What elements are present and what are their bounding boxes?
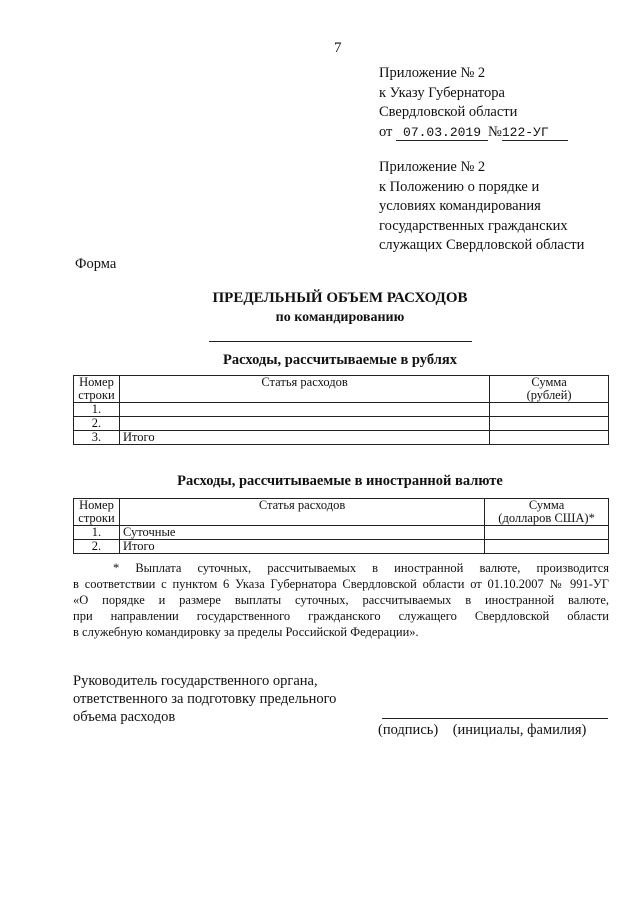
row-article: Суточные	[119, 526, 484, 540]
row-sum	[490, 431, 609, 445]
row-sum	[490, 403, 609, 417]
title-rule	[209, 341, 472, 342]
table-row	[74, 431, 609, 445]
signatory-line: объема расходов	[73, 709, 176, 725]
annex-regulation-line: Приложение № 2	[379, 159, 486, 175]
row-sum	[485, 526, 609, 540]
row-num: 1.	[74, 526, 120, 540]
caption-signature: (подпись)	[378, 722, 439, 738]
signatory-block	[73, 672, 336, 726]
annex-regulation-line: государственных гражданских	[379, 217, 568, 234]
row-sum	[490, 417, 609, 431]
header-article: Статья расходов	[119, 499, 484, 526]
date-prefix: от	[379, 123, 393, 140]
table-row	[74, 403, 609, 417]
table-row	[74, 540, 609, 554]
signature-caption	[378, 722, 586, 739]
header-sum-l2: (рублей)	[526, 388, 572, 402]
annex-decree-line: к Указу Губернатора	[379, 84, 505, 101]
annex-decree-line: Свердловской области	[379, 104, 518, 120]
footnote-line: * Выплата суточных, рассчитываемых в иностранной валюте, производится	[113, 561, 609, 575]
annex-regulation-block	[379, 158, 584, 256]
signatory-line: ответственного за подготовку предельного	[73, 691, 337, 707]
header-num-l2: строки	[78, 388, 115, 402]
row-sum	[485, 540, 609, 554]
footnote	[73, 560, 609, 640]
annex-regulation-line: условиях командирования	[379, 198, 541, 214]
decree-date: 07.03.2019	[396, 125, 488, 141]
signatory-line: Руководитель государственного органа,	[73, 673, 318, 689]
signature-line	[382, 718, 608, 719]
section-heading-currency: Расходы, рассчитываемые в иностранной валюте	[177, 473, 503, 489]
section-heading-rub: Расходы, рассчитываемые в рублях	[223, 352, 457, 368]
annex-decree-line: Приложение № 2	[379, 65, 486, 81]
header-sum-l1: Сумма	[528, 498, 565, 512]
rub-expense-table	[73, 375, 609, 445]
header-sum	[490, 376, 609, 403]
form-label: Форма	[75, 256, 117, 272]
row-num: 2.	[74, 540, 120, 554]
row-num: 2.	[74, 417, 120, 431]
annex-decree-block	[379, 64, 568, 142]
decree-number: 122-УГ	[502, 125, 568, 141]
table-row	[74, 526, 609, 540]
table-header-row	[74, 376, 609, 403]
row-article	[119, 417, 489, 431]
row-num: 1.	[74, 403, 120, 417]
document-subtitle: по командированию	[275, 310, 405, 325]
header-num-l2: строки	[78, 511, 115, 525]
annex-regulation-line: к Положению о порядке и	[379, 178, 540, 195]
row-num: 3.	[74, 431, 120, 445]
header-sum-l1: Сумма	[531, 375, 567, 389]
annex-decree-date-line	[379, 123, 568, 143]
row-article	[119, 403, 489, 417]
annex-regulation-line: служащих Свердловской области	[379, 237, 585, 253]
header-num	[74, 499, 120, 526]
page-number: 7	[334, 40, 342, 56]
document-title: ПРЕДЕЛЬНЫЙ ОБЪЕМ РАСХОДОВ	[212, 290, 468, 306]
caption-name: (инициалы, фамилия)	[452, 722, 587, 738]
table-row	[74, 417, 609, 431]
footnote-line: при направлении государственного гражданского служащего Свердловской области	[73, 609, 609, 623]
row-article: Итого	[119, 431, 489, 445]
header-sum	[485, 499, 609, 526]
header-num	[74, 376, 120, 403]
header-num-l1: Номер	[79, 498, 114, 512]
header-sum-l2: (долларов США)*	[498, 511, 595, 525]
footnote-line: в служебную командировку за пределы Российской Федерации».	[73, 625, 419, 639]
table-header-row	[74, 499, 609, 526]
row-article: Итого	[119, 540, 484, 554]
number-prefix: №	[488, 123, 502, 140]
footnote-line: в соответствии с пунктом 6 Указа Губернатора Свердловской области от 01.10.2007 № 991-УГ	[73, 577, 609, 591]
footnote-line: «О порядке и размере выплаты суточных, рассчитываемых в иностранной валюте,	[73, 593, 609, 607]
header-article: Статья расходов	[119, 376, 489, 403]
header-num-l1: Номер	[79, 375, 114, 389]
currency-expense-table	[73, 498, 609, 554]
